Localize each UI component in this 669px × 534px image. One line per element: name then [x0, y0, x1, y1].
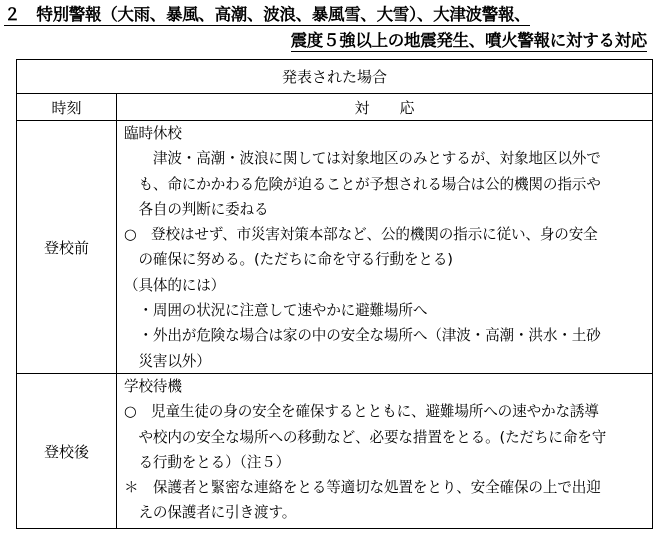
- response-line: えの保護者に引き渡す。: [124, 504, 297, 522]
- response-line: ・外出が危険な場合は家の中の安全な場所へ（津波・高潮・洪水・土砂: [124, 327, 601, 345]
- response-line: や校内の安全な場所への移動など、必要な措置をとる。(ただちに命を守: [124, 428, 607, 446]
- response-line: の確保に努める。(ただちに命を守る行動をとる): [124, 251, 453, 269]
- row-response-before-school: [124, 121, 649, 374]
- row-time-after-school: 登校後: [43, 442, 89, 461]
- response-line: 津波・高潮・波浪に関しては対象地区のみとするが、対象地区以外で: [124, 150, 601, 168]
- response-line: （具体的には）: [124, 276, 226, 294]
- response-line: ・周囲の状況に注意して速やかに避難場所へ: [124, 302, 428, 320]
- response-line: も、命にかかわる危険が迫ることが予想される場合は公的機関の指示や: [124, 175, 601, 193]
- row-time-before-school: 登校前: [43, 238, 89, 257]
- response-line: 臨時休校: [124, 125, 182, 142]
- response-line: る行動をとる）（注５）: [124, 453, 291, 471]
- response-line: ○ 児童生徒の身の安全を確保するとともに、避難場所への速やかな誘導: [124, 403, 599, 421]
- response-line: 災害以外）: [124, 352, 211, 370]
- section-title-line-1: [4, 4, 652, 26]
- column-divider: [116, 93, 117, 528]
- section-title-text-1: ２ 特別警報（大雨、暴風、高潮、波浪、暴風雪、大雪）、大津波警報、: [4, 5, 531, 24]
- response-line: ○ 登校はせず、市災害対策本部など、公的機関の指示に従い、身の安全: [124, 226, 598, 244]
- row-response-after-school: [124, 374, 649, 526]
- response-line: 学校待機: [124, 378, 182, 395]
- section-title-text-2: 震度５強以上の地震発生、噴火警報に対する対応: [290, 31, 647, 50]
- column-header-time: 時刻: [51, 98, 82, 117]
- response-line: ＊ 保護者と緊密な連絡をとる等適切な処置をとり、安全確保の上で出迎: [124, 479, 601, 497]
- column-header-response: 対 応: [354, 98, 415, 117]
- section-title-line-2: [4, 30, 647, 52]
- response-line: 各自の判断に委ねる: [124, 200, 269, 218]
- response-table: [16, 59, 653, 529]
- table-header-main: 発表された場合: [281, 68, 387, 86]
